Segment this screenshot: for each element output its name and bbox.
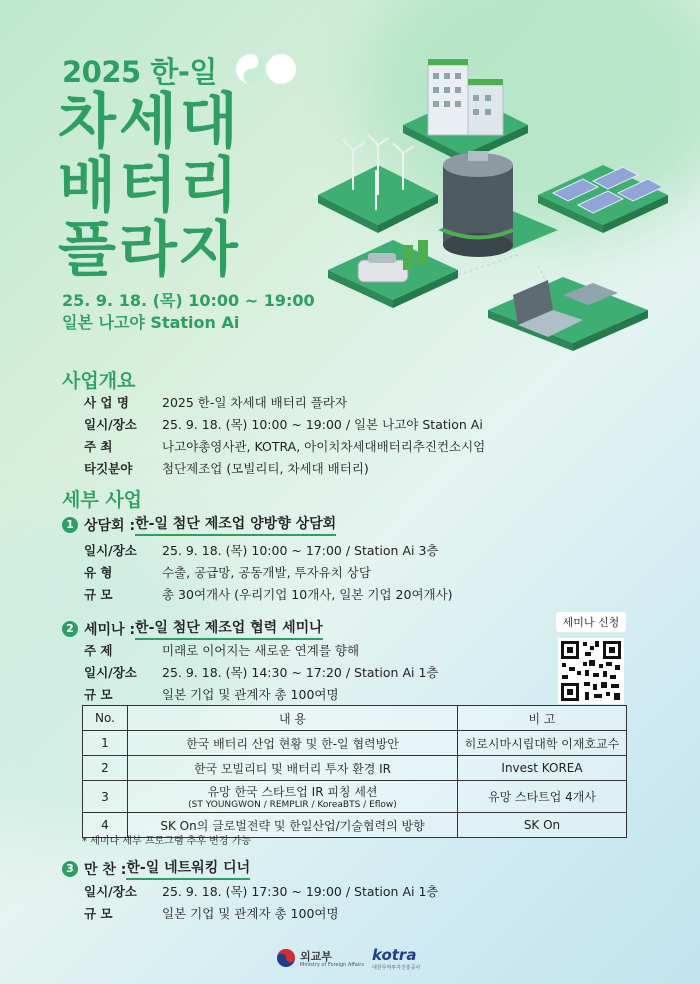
number-badge: 3: [62, 861, 78, 877]
detail-row: [84, 904, 339, 922]
row-label: 유 형: [84, 565, 113, 580]
cell-no: 3: [83, 781, 128, 813]
row-label: 일시/장소: [84, 665, 137, 680]
row-label: 주 제: [84, 643, 113, 658]
column-header: 내 용: [128, 706, 458, 731]
table-row: [83, 731, 627, 756]
section-prefix: 상담회 :: [84, 517, 136, 534]
overview-heading: 사업개요: [62, 370, 136, 392]
row-value: 25. 9. 18. (목) 14:30 ~ 17:20 / Station Ai 1층: [162, 665, 439, 680]
korea-japan-circles-icon: [234, 52, 304, 86]
section-seminar-title: [62, 617, 323, 640]
table-header-row: [83, 706, 627, 731]
column-header: 비 고: [458, 706, 627, 731]
row-label: 규 모: [84, 587, 113, 602]
detail-row: [84, 685, 339, 703]
section-title: 한-일 첨단 제조업 협력 세미나: [135, 617, 323, 640]
cell-content: 한국 배터리 산업 현황 및 한-일 협력방안: [128, 731, 458, 756]
table-row: [83, 781, 627, 813]
title-line-2: 배터리: [58, 151, 241, 221]
title-line-3: 플라자: [58, 215, 241, 285]
row-value: 2025 한-일 차세대 배터리 플라자: [162, 395, 348, 410]
row-label: 타깃분야: [84, 461, 133, 476]
kotra-logo-subtext: 대한무역투자진흥공사: [372, 965, 421, 971]
detail-row: [84, 663, 438, 681]
row-label: 주 최: [84, 439, 113, 454]
overview-row: [84, 415, 483, 433]
mofa-logo-subtext: Ministry of Foreign Affairs: [300, 962, 364, 968]
detail-row: [84, 585, 453, 603]
details-heading: 세부 사업: [62, 489, 143, 511]
row-value: 나고야총영사관, KOTRA, 아이치차세대배터리추진컨소시엄: [162, 439, 486, 454]
row-label: 사 업 명: [84, 395, 129, 410]
row-label: 일시/장소: [84, 417, 137, 432]
cell-content-sub: (ST YOUNGWON / REMPLIR / KoreaBTS / Eflow): [188, 800, 397, 810]
cell-note: SK On: [458, 813, 627, 838]
section-prefix: 세미나 :: [84, 621, 136, 638]
section-prefix: 만 찬 :: [84, 861, 127, 878]
kotra-logo-text: kotra: [372, 946, 417, 964]
seminar-footnote: * 세미나 세부 프로그램 추후 변경 가능: [82, 836, 251, 847]
seminar-schedule-table: [82, 705, 627, 838]
row-label: 규 모: [84, 906, 113, 921]
column-header: No.: [83, 706, 128, 731]
overview-row: [84, 437, 485, 455]
title-line-1: 차세대: [58, 87, 241, 157]
cell-content-main: 유망 한국 스타트업 IR 피칭 세션: [207, 785, 378, 799]
seminar-registration[interactable]: [556, 612, 626, 704]
qr-label[interactable]: 세미나 신청: [556, 612, 626, 632]
row-label: 일시/장소: [84, 543, 137, 558]
title-year: 2025 한-일: [62, 55, 217, 89]
cell-content: [128, 781, 458, 813]
footer-logos: [0, 942, 700, 984]
cell-note: 히로시마시립대학 이재호교수: [458, 731, 627, 756]
cell-no: 2: [83, 756, 128, 781]
row-value: 25. 9. 18. (목) 10:00 ~ 17:00 / Station Ai 3층: [162, 543, 439, 558]
row-value: 25. 9. 18. (목) 17:30 ~ 19:00 / Station Ai 1층: [162, 884, 439, 899]
cell-no: 1: [83, 731, 128, 756]
detail-row: [84, 882, 438, 900]
row-value: 첨단제조업 (모빌리티, 차세대 배터리): [162, 461, 369, 476]
event-venue: 일본 나고야 Station Ai: [62, 313, 240, 332]
section-consulting-title: [62, 513, 336, 536]
number-badge: 1: [62, 517, 78, 533]
event-date: 25. 9. 18. (목) 10:00 ~ 19:00: [62, 291, 315, 310]
taegeuk-logo-icon: [276, 948, 296, 968]
row-value: 25. 9. 18. (목) 10:00 ~ 19:00 / 일본 나고야 Station Ai: [162, 417, 483, 432]
detail-row: [84, 641, 359, 659]
cell-note: 유망 스타트업 4개사: [458, 781, 627, 813]
row-label: 일시/장소: [84, 884, 137, 899]
section-title: 한-일 첨단 제조업 양방향 상담회: [135, 513, 336, 536]
detail-row: [84, 563, 371, 581]
row-value: 일본 기업 및 관계자 총 100여명: [162, 687, 339, 702]
overview-row: [84, 393, 347, 411]
number-badge: 2: [62, 621, 78, 637]
mofa-logo-text: 외교부: [300, 950, 332, 963]
cell-content: 한국 모빌리티 및 배터리 투자 환경 IR: [128, 756, 458, 781]
row-value: 일본 기업 및 관계자 총 100여명: [162, 906, 339, 921]
section-dinner-title: [62, 857, 250, 880]
row-value: 수출, 공급망, 공동개발, 투자유치 상담: [162, 565, 371, 580]
table-row: [83, 756, 627, 781]
row-value: 미래로 이어지는 새로운 연계를 향해: [162, 643, 360, 658]
battery-city-illustration: [318, 55, 688, 355]
detail-row: [84, 541, 438, 559]
cell-note: Invest KOREA: [458, 756, 627, 781]
cell-no: 4: [83, 813, 128, 838]
row-value: 총 30여개사 (우리기업 10개사, 일본 기업 20여개사): [162, 587, 453, 602]
cell-content: SK On의 글로벌전략 및 한일산업/기술협력의 방향: [128, 813, 458, 838]
overview-row: [84, 459, 369, 477]
qr-code-icon[interactable]: [558, 638, 624, 704]
row-label: 규 모: [84, 687, 113, 702]
section-title: 한-일 네트워킹 디너: [126, 857, 250, 880]
